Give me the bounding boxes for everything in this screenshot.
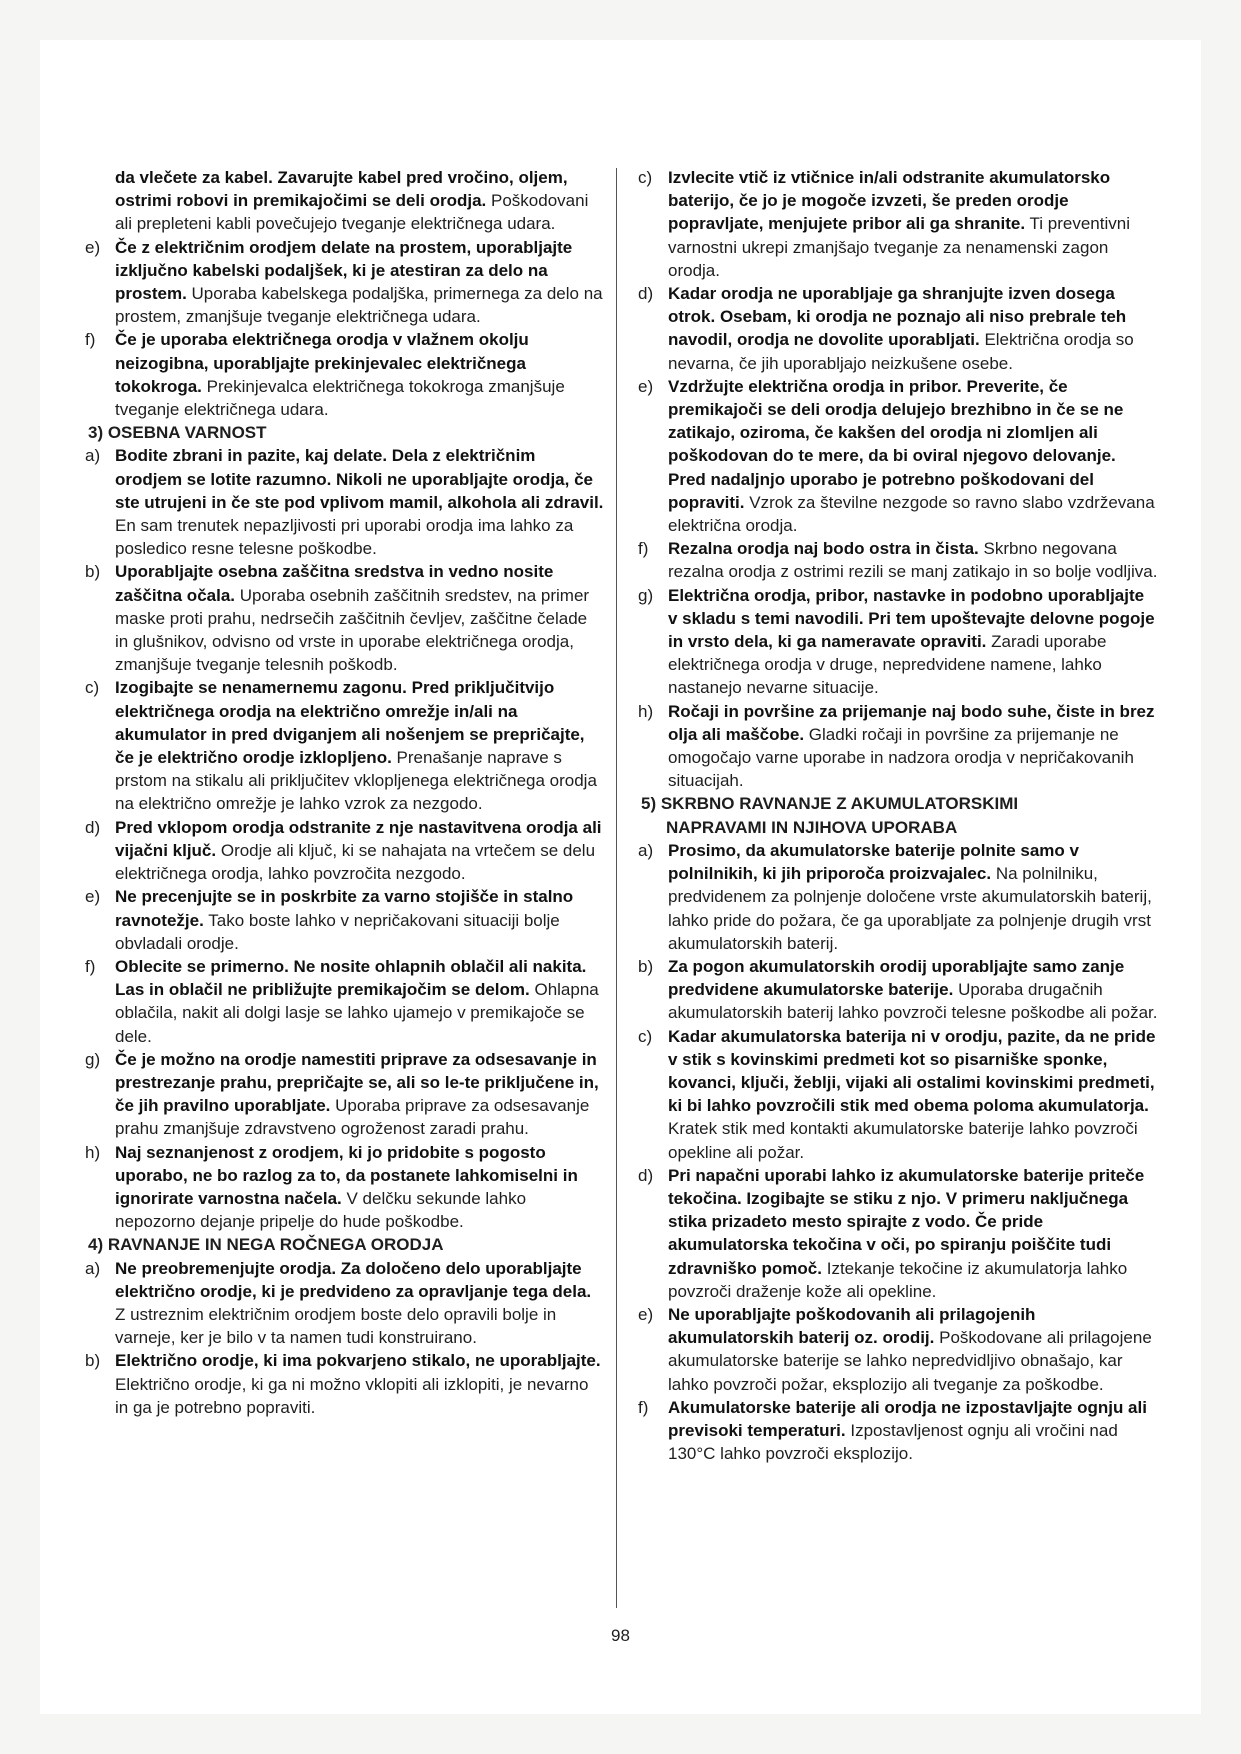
item-bold: Ne precenjujte se in poskrbite za varno stojišče in stalno ravnotežje. [115,887,574,930]
item-text: V delčku sekunde lahko nepozorno dejanje pripelje do hude poškodbe. [115,1188,527,1232]
item-text: Vzrok za številne nezgode so ravno slabo vzdrževana električna orodja. [668,492,1155,536]
list-item [633,1396,1158,1466]
item-bold: Uporabljajte osebna zaščitna sredstva in vedno nosite zaščitna očala. [115,562,554,605]
list-item [633,584,1158,700]
item-label: e) [638,376,654,396]
item-bold: Če z električnim orodjem delate na prostem, uporabljajte izključno kabelski podaljšek, ki je atestiran za delo na prostem. [115,237,573,304]
item-text: Poškodovane ali prilagojene akumulatorske baterije se lahko nepredvidljivo obnašajo, kar lahko povzroči požar, eksplozijo ali tveganje za poškodbe. [668,1328,1152,1394]
right-column [633,166,1158,1465]
list-item [633,375,1158,537]
list-item [633,166,1158,282]
list-item [633,955,1158,1025]
section-heading-4: 4) RAVNANJE IN NEGA ROČNEGA ORODJA [88,1235,444,1255]
item-list [633,839,1158,1465]
list-item [633,282,1158,375]
item-label: b) [85,562,101,582]
item-text: Uporaba priprave za odsesavanje prahu zmanjšuje zdravstveno ogroženost zaradi prahu. [115,1096,590,1139]
item-bold: Rezalna orodja naj bodo ostra in čista. [668,539,979,559]
item-text: Prekinjevalca električnega tokokroga zmanjšuje tveganje električnega udara. [115,376,565,420]
item-bold: da vlečete za kabel. Zavarujte kabel pred vročino, oljem, ostrimi robovi in premikajočimi se deli orodja. [115,168,568,211]
item-bold: Pri napačni uporabi lahko iz akumulatorske baterije priteče tekočina. Izogibajte se stiku z njo. V primeru naključnega stika prizadeto mesto spirajte z vodo. Če pride akumulatorska tekočina v oči, po spiranju poiščite tudi zdravniško pomoč. [668,1165,1145,1278]
item-text: Izpostavljenost ognju ali vročini nad 130°C lahko povzroči eksplozijo. [668,1420,1118,1464]
item-bold: Ne preobremenjujte orodja. Za določeno delo uporabljajte električno orodje, ki je predvideno za opravljanje tega dela. [115,1258,592,1301]
item-bold: Ne uporabljajte poškodovanih ali prilagojenih akumulatorskih baterij oz. orodij. [668,1304,1036,1348]
item-list [80,444,605,1233]
section-heading-line: NAPRAVAMI IN NJIHOVA UPORABA [666,817,958,837]
item-text: Uporaba kabelskega podaljška, primernega za delo na prostem, zmanjšuje tveganje električnega udara. [115,284,603,327]
list-item [80,236,605,329]
list-item [633,700,1158,793]
item-bold: Pred vklopom orodja odstranite z nje nastavitvena orodja ali vijačni ključ. [115,817,602,860]
item-text: Zaradi uporabe električnega orodja v druge, nepredvidene namene, lahko nastanejo nevarne situacije. [668,632,1107,698]
list-item [80,444,605,560]
item-text: Ohlapna oblačila, nakit ali dolgi lasje se lahko ujamejo v premikajoče se dele. [115,980,599,1046]
item-text: Električna orodja so nevarna, če jih uporabljajo neizkušene osebe. [668,330,1134,373]
item-text: Prenašanje naprave s prstom na stikalu ali priključitev vklopljenega električnega orodja na električno omrežje je lahko vzrok za nezgodo. [115,748,597,814]
item-text: Gladki ročaji in površine za prijemanje ne omogočajo varne uporabe in nadzora orodja v nepričakovanih situacijah. [668,724,1134,791]
item-bold: Izvlecite vtič iz vtičnice in/ali odstranite akumulatorsko baterijo, če jo je mogoče izvzeti, še preden orodje popravljate, menjujete pribor ali ga shranite. [668,168,1111,234]
list-item [80,560,605,676]
item-label: a) [85,1258,101,1278]
item-text: Orodje ali ključ, ki se nahajata na vrtečem se delu električnega orodja, lahko povzročita nezgodo. [115,840,596,884]
item-label: a) [638,840,654,860]
list-item [80,1048,605,1141]
list-item [80,328,605,421]
item-label: f) [638,539,649,559]
item-text: Na polnilniku, predvidenem za polnjenje določene vrste akumulatorskih baterij, lahko pride do požara, če ga uporabljate za polnjenje drugih vrst akumulatorskih baterij. [668,864,1152,953]
left-column [80,166,605,1419]
item-label: d) [638,1165,654,1185]
item-text: Uporaba osebnih zaščitnih sredstev, na primer maske proti prahu, nedrsečih zaščitnih čevljev, zaščitne čelade in glušnikov, odvisno od vrste in uporabe električnega orodja, zmanjšuje tveganje telesnih poškodb. [115,585,590,675]
item-label: e) [85,237,101,257]
item-label: a) [85,446,101,466]
list-item [80,1257,605,1350]
list-item [80,1349,605,1419]
item-bold: Naj seznanjenost z orodjem, ki jo pridobite s pogosto uporabo, ne bo razlog za to, da postanete lahkomiselni in ignorirate varnostna načela. [115,1142,578,1208]
item-label: f) [638,1397,649,1417]
item-bold: Če je uporaba električnega orodja v vlažnem okolju neizogibna, uporabljajte prekinjevalec električnega tokokroga. [115,330,529,396]
page-number: 98 [611,1626,630,1645]
item-bold: Kadar orodja ne uporabljaje ga shranjujte izven dosega otrok. Osebam, ki orodja ne poznajo ali niso prebrale teh navodil, orodja ne dovolite uporabljati. [668,284,1127,350]
item-text: Električno orodje, ki ga ni možno vklopiti ali izklopiti, je nevarno in ga je potrebno popraviti. [115,1374,589,1417]
item-list [80,236,605,422]
list-item [80,885,605,955]
item-label: d) [638,284,654,304]
list-item [633,537,1158,583]
item-text: Poškodovani ali prepleteni kabli povečujejo tveganje električnega udara. [115,191,589,234]
item-label: f) [85,330,96,350]
item-label: h) [638,701,654,721]
list-item [80,1141,605,1234]
item-text: Iztekanje tekočine iz akumulatorja lahko povzroči draženje kože ali opekline. [668,1258,1128,1301]
item-bold: Za pogon akumulatorskih orodij uporabljajte samo zanje predvidene akumulatorske baterije. [668,956,1125,1000]
item-label: h) [85,1142,101,1162]
item-text: Uporaba drugačnih akumulatorskih baterij lahko povzroči telesne poškodbe ali požar. [668,980,1158,1023]
list-item [633,839,1158,955]
item-list [80,1257,605,1419]
item-bold: Akumulatorske baterije ali orodja ne izpostavljajte ognju ali previsoki temperaturi. [668,1397,1147,1440]
item-label: d) [85,817,101,837]
item-text: Skrbno negovana rezalna orodja z ostrimi rezili se manj zatikajo in so bolje vodljiva. [668,539,1158,582]
column-divider [616,168,617,1608]
list-item [633,1164,1158,1303]
item-bold: Bodite zbrani in pazite, kaj delate. Dela z električnim orodjem se lotite razumno. Nikoli ne uporabljajte orodja, če ste utrujeni in če ste pod vplivom mamil, alkohola ali zdravil. [115,446,604,512]
item-bold: Prosimo, da akumulatorske baterije polnite samo v polnilnikih, ki jih priporoča proizvajalec. [668,840,1079,884]
item-label: c) [638,1026,653,1046]
item-label: e) [85,887,101,907]
item-text: Ti preventivni varnostni ukrepi zmanjšajo tveganje za nenamenski zagon orodja. [668,214,1130,280]
list-item [80,676,605,815]
item-bold: Ročaji in površine za prijemanje naj bodo suhe, čiste in brez olja ali maščobe. [668,701,1155,744]
item-label: f) [85,956,96,976]
item-label: g) [85,1049,101,1069]
section-heading-line: 5) SKRBNO RAVNANJE Z AKUMULATORSKIMI [641,794,1019,814]
item-text: Z ustreznim električnim orodjem boste delo opravili bolje in varneje, ker je bilo v ta namen tudi konstruirano. [115,1304,557,1348]
item-label: c) [638,168,653,187]
item-bold: Električna orodja, pribor, nastavke in podobno uporabljajte v skladu s temi navodili. Pri tem upoštevajte delovne pogoje in vrsto dela, ki ga nameravate opraviti. [668,585,1155,652]
item-label: b) [85,1351,101,1371]
item-text: En sam trenutek nepazljivosti pri uporabi orodja ima lahko za posledico resne telesne poškodbe. [115,516,574,559]
item-bold: Vzdržujte električna orodja in pribor. Preverite, če premikajoči se deli orodja delujejo brezhibno in če se ne zatikajo, oziroma, če kakšen del orodja ni zlomljen ali poškodovan do te mere, da bi oviral njegovo delovanje. Pred nadaljnjo uporabo je potrebno poškodovani del popraviti. [668,376,1124,512]
item-text: Tako boste lahko v nepričakovani situaciji bolje obvladali orodje. [115,910,560,953]
item-bold: Izogibajte se nenamernemu zagonu. Pred priključitvijo električnega orodja na električno omrežje in/ali na akumulator in pred dviganjem ali nošenjem se prepričajte, če je električno orodje izklopljeno. [115,678,585,768]
item-bold: Oblecite se primerno. Ne nosite ohlapnih oblačil ali nakita. Las in oblačil ne približujte premikajočim se delom. [115,956,587,1000]
list-item [80,955,605,1048]
item-bold: Kadar akumulatorska baterija ni v orodju, pazite, da ne pride v stik s kovinskimi predmeti kot so pisarniške sponke, kovanci, ključi, žeblji, vijaki ali ostalimi kovinskimi predmeti, ki bi lahko povzročili stik med obema poloma akumulatorja. [668,1026,1156,1116]
list-item [633,1303,1158,1396]
item-list [633,166,1158,792]
section-heading-5 [633,792,1158,838]
item-label: b) [638,956,654,976]
item-label: e) [638,1304,654,1324]
item-bold: Električno orodje, ki ima pokvarjeno stikalo, ne uporabljajte. [115,1351,601,1371]
list-item [80,816,605,886]
section-heading-3: 3) OSEBNA VARNOST [88,423,267,443]
list-item [633,1025,1158,1164]
item-label: g) [638,585,654,605]
item-text: Kratek stik med kontakti akumulatorske baterije lahko povzroči opekline ali požar. [668,1119,1138,1162]
item-bold: Če je možno na orodje namestiti priprave za odsesavanje in prestrezanje prahu, prepričajte se, ali so le-te priključene in, če jih pravilno uporabljate. [115,1049,599,1116]
continued-item [80,166,605,236]
item-label: c) [85,678,100,698]
